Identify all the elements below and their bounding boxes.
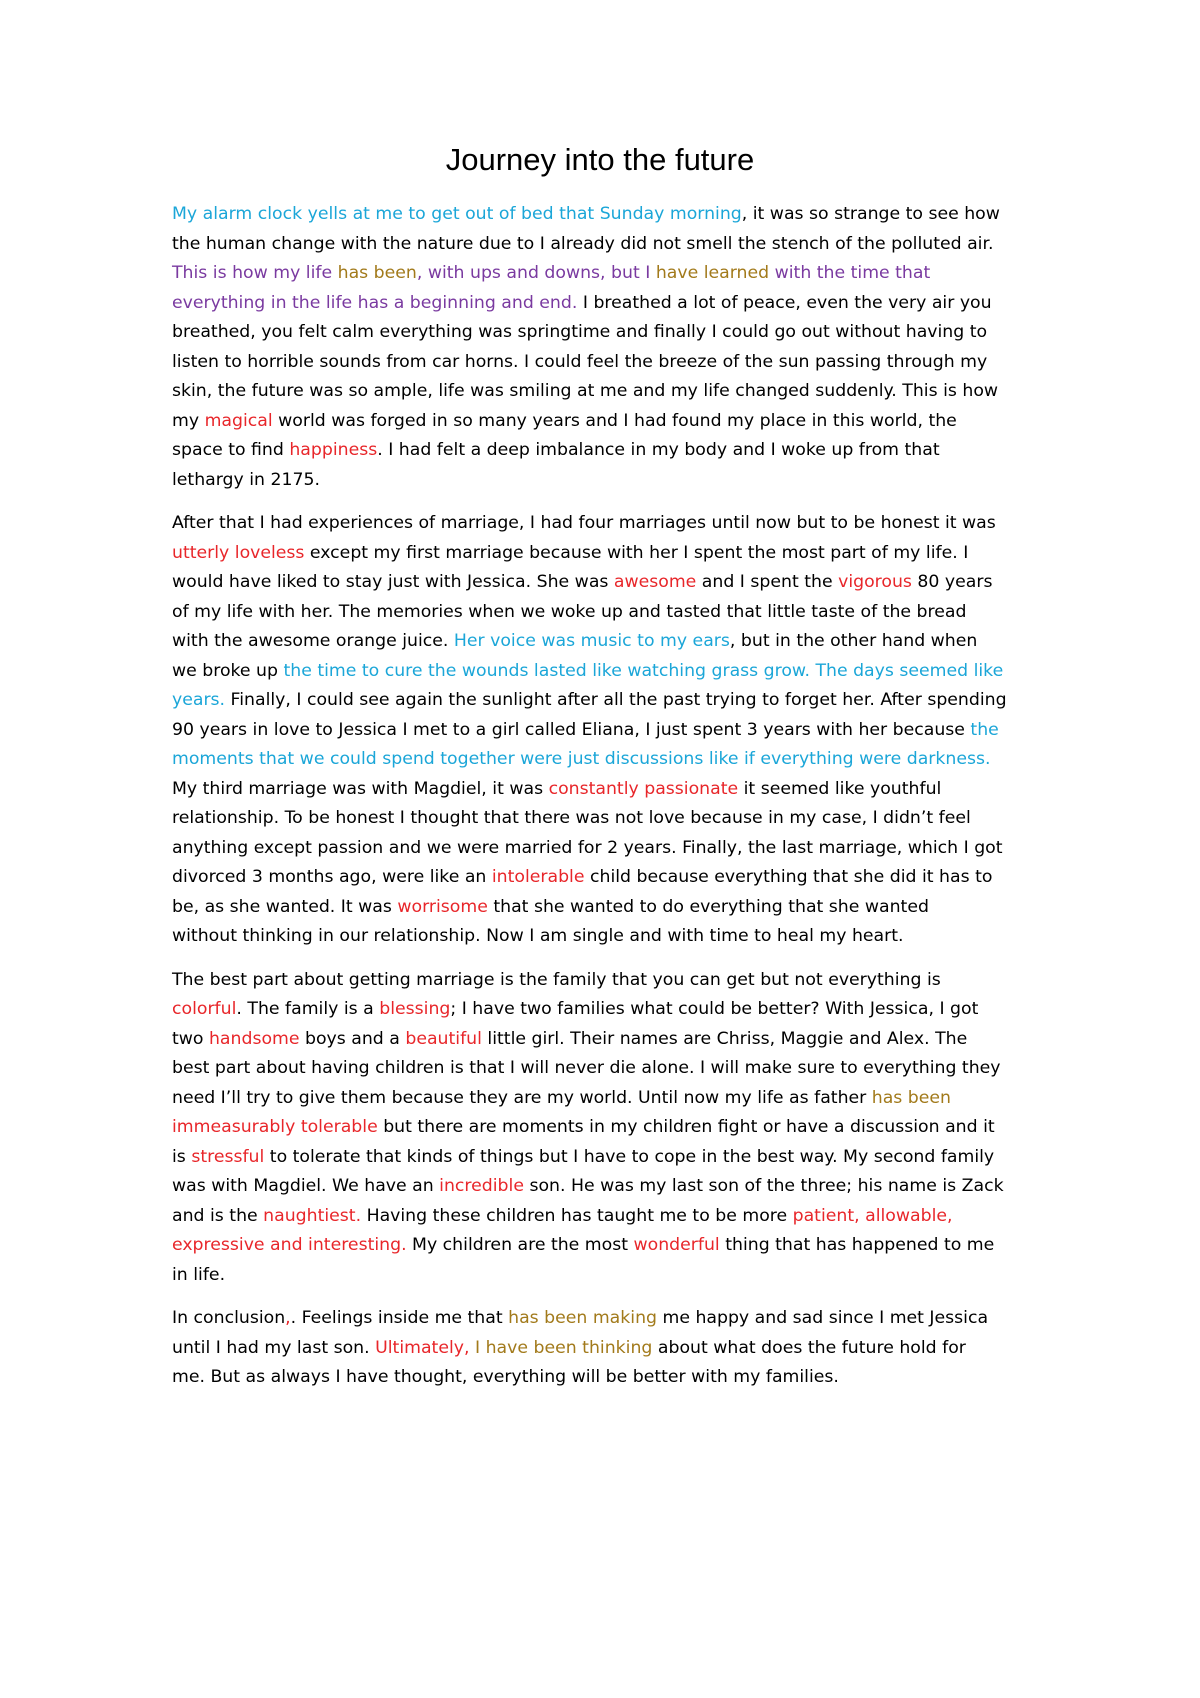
highlighted-text-run: wonderful (633, 1235, 720, 1255)
highlighted-text-run: magical (204, 410, 273, 431)
highlighted-text-run: intolerable (491, 867, 585, 887)
text-line (172, 863, 1042, 893)
text-run: but there are moments in my children fight or have a discussion and it (377, 1117, 995, 1137)
highlighted-text-run: expressive and interesting. (172, 1235, 407, 1255)
text-line (172, 348, 1042, 378)
highlighted-text-run: beautiful (405, 1028, 482, 1049)
text-run: except my first marriage because with her I spent the most part of my life. I (304, 542, 969, 563)
text-line (172, 230, 1042, 260)
text-line (172, 509, 1042, 539)
text-line (172, 657, 1042, 687)
text-line (172, 995, 1042, 1025)
text-run: space to find (172, 440, 290, 460)
text-line (172, 716, 1042, 746)
highlighted-text-run: constantly passionate (548, 778, 739, 799)
highlighted-text-run: Ultimately, (375, 1337, 470, 1358)
text-line (172, 1363, 1042, 1393)
text-line (172, 568, 1042, 598)
text-run: , it was so strange to see how (741, 204, 1000, 224)
text-run: and I spent the (696, 572, 839, 592)
highlighted-text-run: utterly loveless (172, 542, 305, 563)
text-line (172, 1084, 1042, 1114)
paragraph (172, 509, 1042, 952)
highlighted-text-run: awesome (613, 572, 697, 592)
highlighted-text-run: years. (172, 690, 226, 710)
text-run: we broke up (172, 660, 284, 681)
text-line (172, 436, 1042, 466)
paragraph (172, 1304, 1042, 1393)
highlighted-text-run: worrisome (397, 896, 488, 917)
text-line (172, 289, 1042, 319)
text-run: 80 years (911, 572, 993, 592)
highlighted-text-run: has been (871, 1087, 951, 1108)
text-line (172, 966, 1042, 996)
text-line (172, 318, 1042, 348)
text-run: little girl. Their names are Chriss, Maggie and Alex. The (481, 1028, 968, 1049)
highlighted-text-run: , with ups and downs, but I (416, 263, 656, 283)
text-run: lethargy in 2175. (172, 469, 320, 490)
text-run: My children are the most (406, 1235, 634, 1255)
highlighted-text-run: have learned (655, 263, 770, 283)
text-line (172, 1261, 1042, 1291)
text-run: me happy and sad since I met Jessica (657, 1308, 989, 1328)
text-run: best part about having children is that I will never die alone. I will make sure to everything they (172, 1058, 1001, 1078)
text-run: son. He was my last son of the three; his name is Zack (523, 1176, 1004, 1196)
text-line (172, 1304, 1042, 1334)
text-run: need I’ll try to give them because they are my world. Until now my life as father (172, 1087, 872, 1108)
text-run: me. But as always I have thought, everything will be better with my families. (172, 1367, 839, 1387)
text-run: until I had my last son. (172, 1337, 376, 1358)
highlighted-text-run: everything in the life has a beginning and end. (172, 292, 578, 313)
text-line (172, 627, 1042, 657)
paragraph (172, 200, 1042, 495)
highlighted-text-run: This is how my life (172, 263, 338, 283)
text-line (172, 1231, 1042, 1261)
text-run: . I had felt a deep imbalance in my body and I woke up from that (377, 440, 940, 460)
text-line (172, 1334, 1042, 1364)
text-run: thing that has happened to me (719, 1235, 995, 1255)
highlighted-text-run: with the time that (769, 263, 931, 283)
highlighted-text-run: vigorous (838, 572, 912, 592)
text-run: relationship. To be honest I thought that there was not love because in my case, I didn’t feel (172, 808, 971, 828)
text-line (172, 259, 1042, 289)
text-line (172, 922, 1042, 952)
text-run: of my life with her. The memories when we woke up and tasted that little taste of the bread (172, 601, 967, 622)
text-line (172, 686, 1042, 716)
highlighted-text-run: My alarm clock yells at me to get out of bed that Sunday morning (172, 204, 742, 224)
text-run: that she wanted to do everything that she wanted (487, 896, 929, 917)
text-line (172, 804, 1042, 834)
highlighted-text-run: happiness (289, 440, 378, 460)
text-run: be, as she wanted. It was (172, 896, 398, 917)
text-run: it seemed like youthful (738, 778, 942, 799)
document-body (172, 200, 1042, 1407)
text-run: . The family is a (236, 999, 380, 1019)
text-run: ; I have two families what could be better? With Jessica, I got (450, 999, 979, 1019)
text-run: child because everything that she did it has to (584, 867, 993, 887)
highlighted-text-run: the time to cure the wounds lasted like watching grass grow. The days seemed like (283, 660, 1004, 681)
text-run: In conclusion (172, 1308, 286, 1328)
highlighted-text-run: , (285, 1308, 291, 1328)
text-run: breathed, you felt calm everything was springtime and finally I could go out without having to (172, 322, 988, 342)
text-run: was with Magdiel. We have an (172, 1176, 440, 1196)
highlighted-text-run: naughtiest. (263, 1205, 362, 1226)
text-run: After that I had experiences of marriage, I had four marriages until now but to be honest it was (172, 513, 996, 533)
text-run: Finally, I could see again the sunlight after all the past trying to forget her. After spending (225, 690, 1007, 710)
highlighted-text-run: has been (337, 263, 417, 283)
paragraph (172, 966, 1042, 1291)
text-run: Having these children has taught me to be more (361, 1205, 793, 1226)
text-run: 90 years in love to Jessica I met to a girl called Eliana, I just spent 3 years with her because (172, 719, 971, 740)
document-title: Journey into the future (445, 142, 755, 177)
text-run: The best part about getting marriage is the family that you can get but not everything is (172, 969, 941, 990)
text-run: the human change with the nature due to I already did not smell the stench of the polluted air. (172, 233, 994, 254)
highlighted-text-run: blessing (379, 999, 451, 1019)
text-run: my (172, 410, 205, 431)
text-line (172, 200, 1042, 230)
text-line (172, 834, 1042, 864)
text-line (172, 407, 1042, 437)
text-line (172, 893, 1042, 923)
text-run: I breathed a lot of peace, even the very air you (577, 292, 992, 313)
text-run: two (172, 1028, 209, 1049)
text-run: and is the (172, 1205, 264, 1226)
text-line (172, 775, 1042, 805)
text-line (172, 1202, 1042, 1232)
text-run: . Feelings inside me that (290, 1308, 509, 1328)
highlighted-text-run: the (970, 719, 999, 740)
highlighted-text-run: Her voice was music to my ears (453, 631, 730, 651)
highlighted-text-run: immeasurably tolerable (172, 1117, 378, 1137)
text-line (172, 466, 1042, 496)
text-run: skin, the future was so ample, life was smiling at me and my life changed suddenly. This is how (172, 381, 999, 401)
text-run: is (172, 1146, 192, 1167)
highlighted-text-run: stressful (191, 1146, 265, 1167)
text-line (172, 1025, 1042, 1055)
highlighted-text-run: I have been thinking (475, 1337, 653, 1358)
text-run: to tolerate that kinds of things but I have to cope in the best way. My second family (264, 1146, 995, 1167)
text-run: , but in the other hand when (729, 631, 978, 651)
text-run: would have liked to stay just with Jessica. She was (172, 572, 614, 592)
text-line (172, 1172, 1042, 1202)
text-run: in life. (172, 1264, 226, 1285)
text-line (172, 1054, 1042, 1084)
text-run: with the awesome orange juice. (172, 631, 454, 651)
text-line (172, 377, 1042, 407)
highlighted-text-run: handsome (208, 1028, 300, 1049)
highlighted-text-run: incredible (439, 1176, 524, 1196)
text-run: about what does the future hold for (652, 1337, 966, 1358)
text-run: anything except passion and we were married for 2 years. Finally, the last marriage, which I got (172, 837, 1003, 858)
text-run: divorced 3 months ago, were like an (172, 867, 492, 887)
text-line (172, 1143, 1042, 1173)
highlighted-text-run: colorful (172, 999, 237, 1019)
highlighted-text-run: has been making (508, 1308, 657, 1328)
text-line (172, 598, 1042, 628)
text-run: boys and a (299, 1028, 406, 1049)
text-line (172, 745, 1042, 775)
text-run: without thinking in our relationship. Now I am single and with time to heal my heart. (172, 926, 904, 946)
text-line (172, 539, 1042, 569)
text-run: world was forged in so many years and I had found my place in this world, the (272, 410, 957, 431)
text-line (172, 1113, 1042, 1143)
text-run: listen to horrible sounds from car horns. I could feel the breeze of the sun passing through my (172, 351, 988, 372)
text-run: My third marriage was with Magdiel, it was (172, 778, 549, 799)
highlighted-text-run: moments that we could spend together were just discussions like if everything were darkness. (172, 749, 991, 769)
highlighted-text-run: patient, allowable, (792, 1205, 953, 1226)
